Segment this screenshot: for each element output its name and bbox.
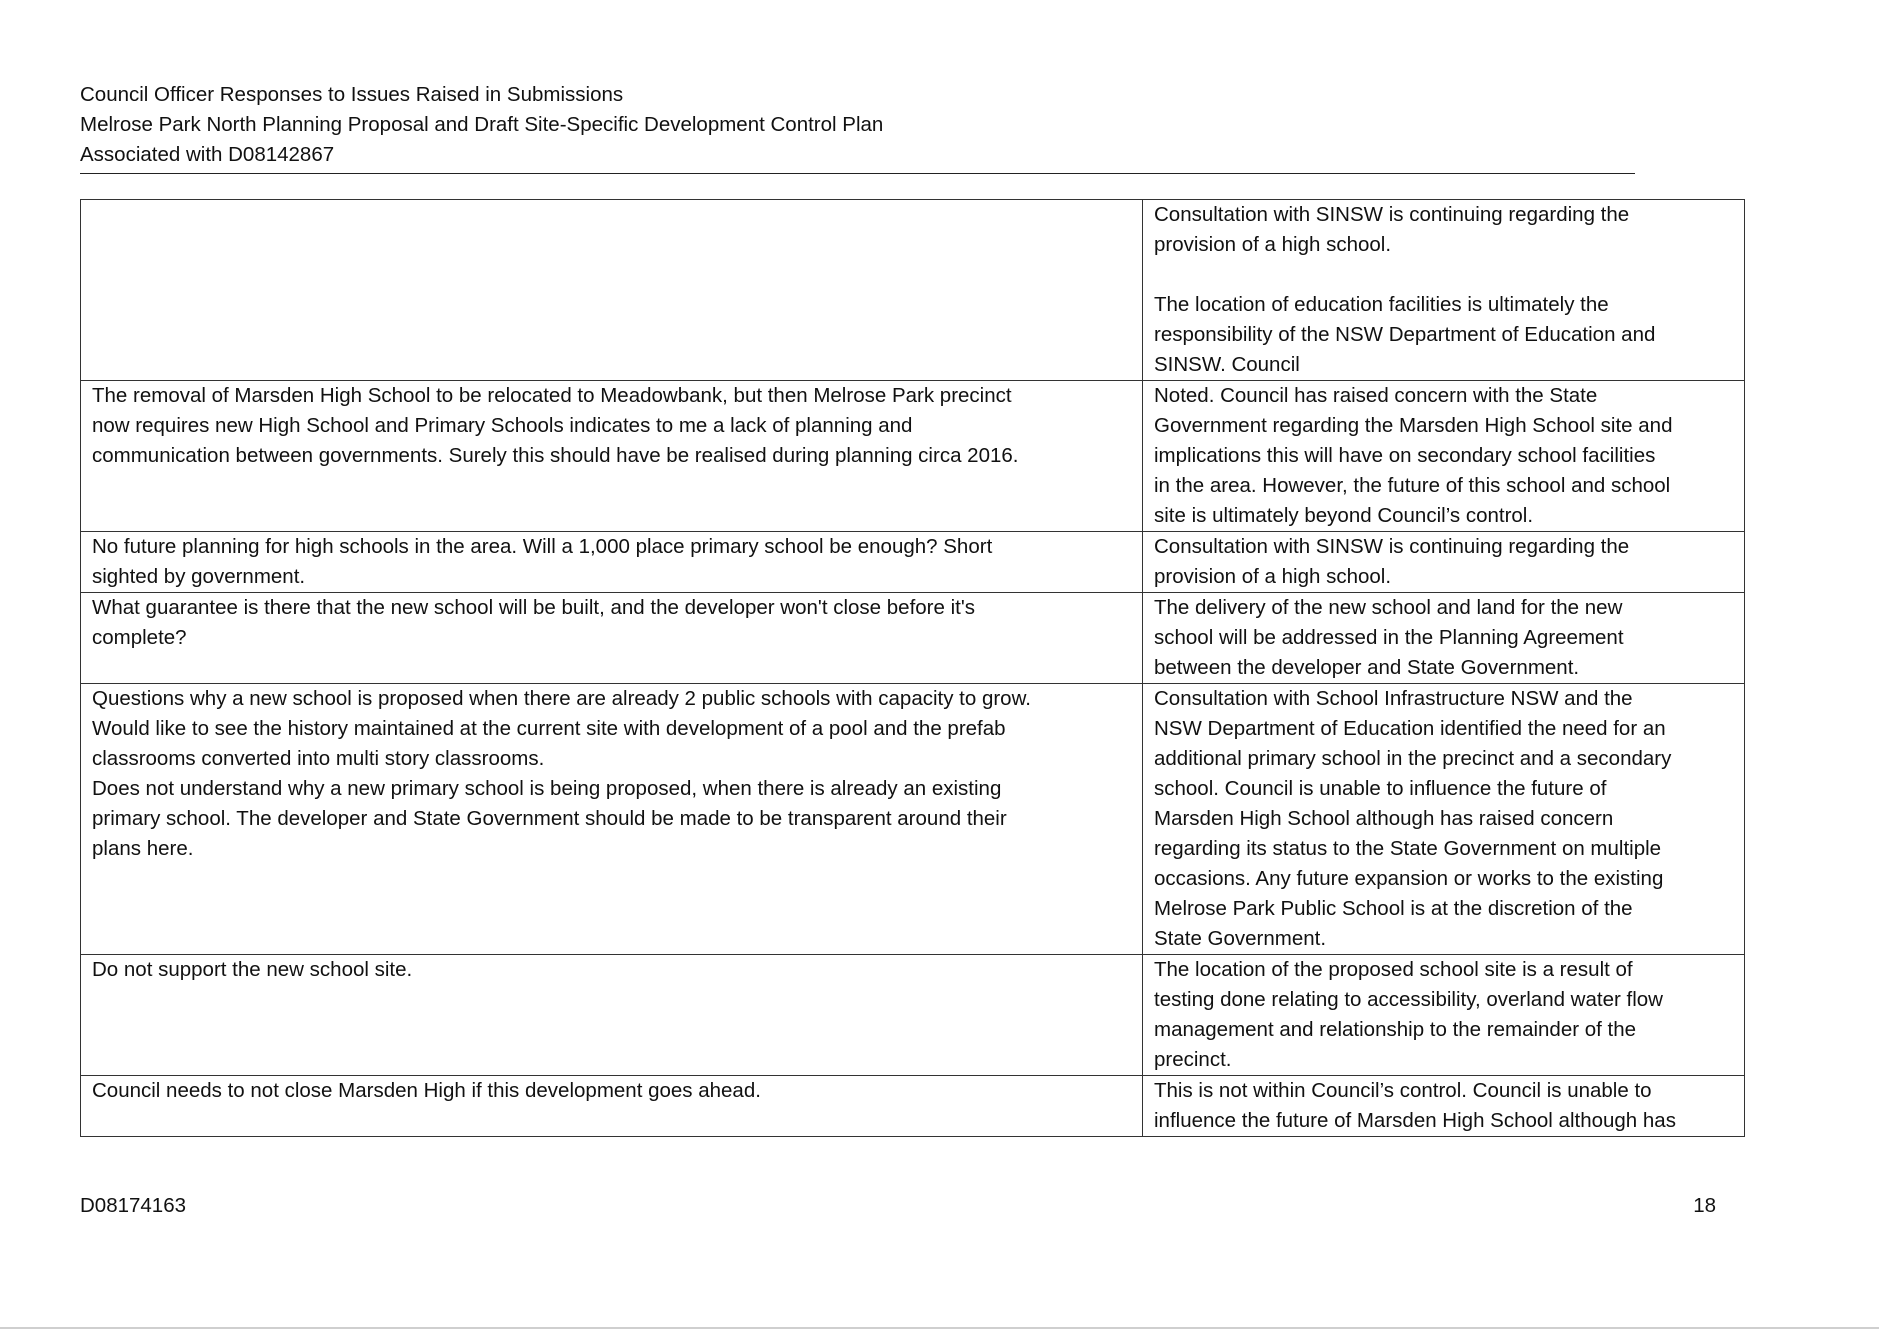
- cell-text-line: precinct.: [1154, 1048, 1232, 1071]
- cell-text-line: provision of a high school.: [1154, 565, 1392, 588]
- cell-text-line: primary school. The developer and State Government should be made to be transparent around their: [92, 807, 1007, 830]
- cell-text-line: classrooms converted into multi story classrooms.: [92, 747, 545, 770]
- cell-text-line: This is not within Council’s control. Council is unable to: [1154, 1079, 1652, 1102]
- cell-text-line: sighted by government.: [92, 565, 306, 588]
- table-row: [81, 532, 1745, 593]
- issue-cell: [81, 381, 1143, 532]
- cell-text-line: Government regarding the Marsden High School site and: [1154, 414, 1673, 437]
- issue-cell: [81, 1076, 1143, 1137]
- cell-paragraph: [92, 684, 1132, 864]
- table-row: [81, 684, 1745, 955]
- cell-text-line: Council needs to not close Marsden High if this development goes ahead.: [92, 1079, 761, 1102]
- table-row: [81, 200, 1745, 381]
- cell-text-line: No future planning for high schools in the area. Will a 1,000 place primary school be enough? Short: [92, 535, 993, 558]
- response-cell: [1143, 532, 1745, 593]
- response-cell: [1143, 593, 1745, 684]
- cell-text-line: occasions. Any future expansion or works to the existing: [1154, 867, 1664, 890]
- cell-text-line: SINSW. Council: [1154, 353, 1300, 376]
- cell-paragraph: [1154, 684, 1734, 954]
- cell-paragraph: [92, 955, 1132, 985]
- cell-text-line: Questions why a new school is proposed when there are already 2 public schools with capacity to grow.: [92, 687, 1031, 710]
- cell-text-line: testing done relating to accessibility, overland water flow: [1154, 988, 1663, 1011]
- footer-document-id: D08174163: [80, 1194, 187, 1217]
- table-row: [81, 955, 1745, 1076]
- table-row: [81, 593, 1745, 684]
- cell-text-line: complete?: [92, 626, 187, 649]
- cell-text-line: between the developer and State Government.: [1154, 656, 1580, 679]
- cell-text-line: school. Council is unable to influence the future of: [1154, 777, 1607, 800]
- response-cell: [1143, 1076, 1745, 1137]
- page-header: [80, 80, 1635, 174]
- issue-cell: [81, 200, 1143, 381]
- cell-paragraph: [1154, 955, 1734, 1075]
- cell-text-line: now requires new High School and Primary Schools indicates to me a lack of planning and: [92, 414, 913, 437]
- cell-paragraph: [1154, 290, 1734, 380]
- table-row: [81, 1076, 1745, 1137]
- response-cell: [1143, 200, 1745, 381]
- issue-cell: [81, 532, 1143, 593]
- cell-paragraph: [92, 381, 1132, 471]
- cell-text-line: management and relationship to the remainder of the: [1154, 1018, 1637, 1041]
- cell-text-line: NSW Department of Education identified the need for an: [1154, 717, 1666, 740]
- cell-text-line: communication between governments. Surely this should have be realised during planning circa 2016.: [92, 444, 1019, 467]
- cell-paragraph: [92, 593, 1132, 653]
- header-title: Council Officer Responses to Issues Raised in Submissions: [80, 83, 624, 106]
- header-reference: Associated with D08142867: [80, 143, 335, 166]
- issue-cell: [81, 684, 1143, 955]
- cell-text-line: Does not understand why a new primary school is being proposed, when there is already an existing: [92, 777, 1002, 800]
- cell-text-line: Consultation with SINSW is continuing regarding the: [1154, 535, 1630, 558]
- issue-cell: [81, 955, 1143, 1076]
- cell-text-line: regarding its status to the State Government on multiple: [1154, 837, 1662, 860]
- cell-text-line: Melrose Park Public School is at the discretion of the: [1154, 897, 1633, 920]
- cell-text-line: influence the future of Marsden High School although has: [1154, 1109, 1676, 1132]
- submissions-table: [80, 199, 1745, 1137]
- response-cell: [1143, 955, 1745, 1076]
- header-subtitle: Melrose Park North Planning Proposal and Draft Site-Specific Development Control Plan: [80, 113, 884, 136]
- cell-paragraph: [1154, 200, 1734, 260]
- issue-cell: [81, 593, 1143, 684]
- cell-paragraph: [1154, 593, 1734, 683]
- cell-text-line: State Government.: [1154, 927, 1327, 950]
- cell-text-line: plans here.: [92, 837, 194, 860]
- cell-text-line: Marsden High School although has raised concern: [1154, 807, 1614, 830]
- cell-paragraph: [1154, 1076, 1734, 1136]
- cell-text-line: implications this will have on secondary school facilities: [1154, 444, 1656, 467]
- cell-paragraph: [92, 1076, 1132, 1106]
- cell-text-line: The location of the proposed school site is a result of: [1154, 958, 1633, 981]
- cell-paragraph: [1154, 381, 1734, 531]
- cell-text-line: What guarantee is there that the new school will be built, and the developer won't close before it's: [92, 596, 976, 619]
- cell-text-line: Consultation with School Infrastructure NSW and the: [1154, 687, 1633, 710]
- table-row: [81, 381, 1745, 532]
- cell-text-line: provision of a high school.: [1154, 233, 1392, 256]
- cell-text-line: Would like to see the history maintained at the current site with development of a pool and the prefab: [92, 717, 1006, 740]
- cell-text-line: Consultation with SINSW is continuing regarding the: [1154, 203, 1630, 226]
- cell-text-line: additional primary school in the precinct and a secondary: [1154, 747, 1672, 770]
- cell-text-line: Do not support the new school site.: [92, 958, 413, 981]
- submissions-table-body: [81, 200, 1745, 1137]
- cell-text-line: responsibility of the NSW Department of Education and: [1154, 323, 1656, 346]
- response-cell: [1143, 381, 1745, 532]
- cell-text-line: The delivery of the new school and land for the new: [1154, 596, 1623, 619]
- cell-text-line: in the area. However, the future of this school and school: [1154, 474, 1671, 497]
- cell-text-line: The location of education facilities is ultimately the: [1154, 293, 1609, 316]
- cell-paragraph: [92, 532, 1132, 592]
- cell-text-line: Noted. Council has raised concern with the State: [1154, 384, 1598, 407]
- cell-text-line: The removal of Marsden High School to be relocated to Meadowbank, but then Melrose Park precinct: [92, 384, 1012, 407]
- cell-text-line: site is ultimately beyond Council’s control.: [1154, 504, 1534, 527]
- footer-page-number: 18: [1693, 1194, 1716, 1217]
- cell-text-line: school will be addressed in the Planning Agreement: [1154, 626, 1624, 649]
- cell-paragraph: [1154, 532, 1734, 592]
- response-cell: [1143, 684, 1745, 955]
